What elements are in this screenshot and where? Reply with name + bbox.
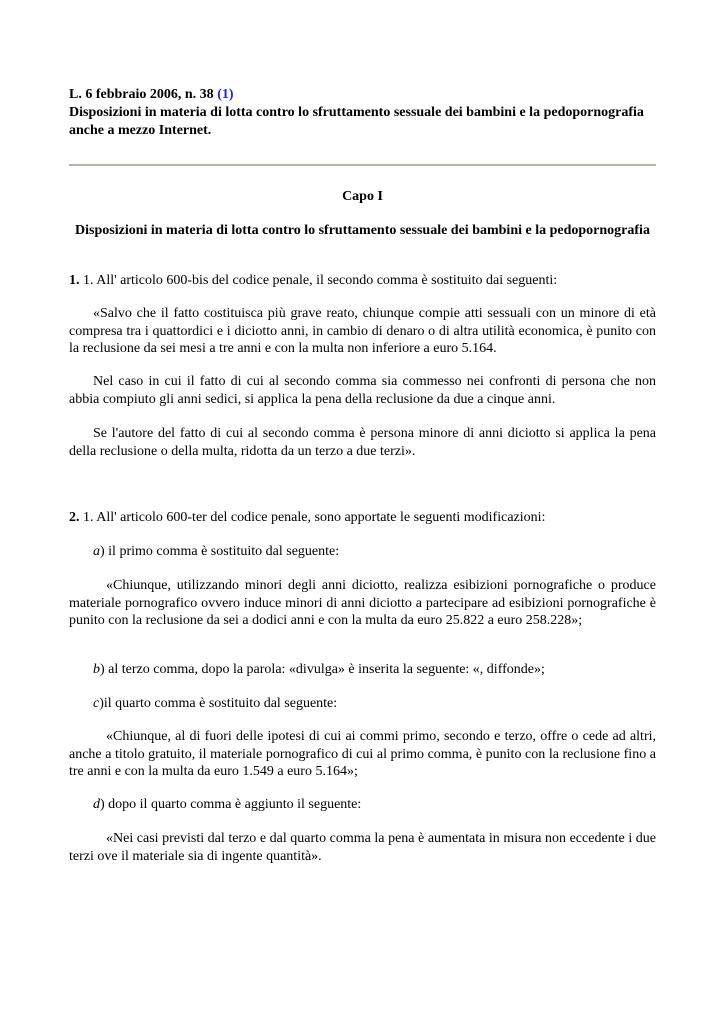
item-d-text: ) dopo il quarto comma è aggiunto il seguente: — [100, 797, 362, 812]
article-1-intro-text: 1. All' articolo 600-bis del codice penale, il secondo comma è sostituito dai seguenti: — [83, 273, 558, 288]
horizontal-divider — [69, 164, 656, 166]
footnote-link[interactable]: (1) — [217, 87, 234, 102]
article-1-number: 1. — [69, 273, 80, 288]
chapter-subtitle: Disposizioni in materia di lotta contro lo sfruttamento sessuale dei bambini e la pedopornografia — [75, 223, 650, 238]
article-2-intro-text: 1. All' articolo 600-ter del codice penale, sono apportate le seguenti modificazioni: — [83, 510, 546, 525]
item-c-letter: c — [93, 696, 100, 711]
item-a-letter: a — [93, 544, 100, 559]
article-1-paragraph-3: Se l'autore del fatto di cui al secondo comma è persona minore di anni diciotto si applica la pena della reclusione o della multa, ridotta da un terzo a due terzi». — [69, 426, 656, 459]
item-d-letter: d — [93, 797, 100, 812]
article-1-paragraph-2: Nel caso in cui il fatto di cui al secondo comma sia commesso nei confronti di persona che non abbia compiuto gli anni sedici, si applica la pena della reclusione da due a cinque anni. — [69, 374, 656, 407]
article-2-item-b — [69, 661, 656, 679]
article-1-intro — [69, 272, 656, 290]
item-c-text: )il quarto comma è sostituito dal seguente: — [99, 696, 338, 711]
law-subject: Disposizioni in materia di lotta contro lo sfruttamento sessuale dei bambini e la pedopornografia anche a mezzo Internet. — [69, 105, 644, 138]
item-b-text: ) al terzo comma, dopo la parola: «divulga» è inserita la seguente: «, diffonde»; — [100, 662, 545, 677]
article-2-item-c-quote: «Chiunque, al di fuori delle ipotesi di cui ai commi primo, secondo e terzo, offre o cede ad altri, anche a titolo gratuito, il materiale pornografico di cui al primo comma, è punito con la reclusione fino a tre anni e con la multa da euro 1.549 a euro 5.164»; — [69, 729, 656, 779]
law-title: L. 6 febbraio 2006, n. 38 — [69, 87, 214, 102]
article-2-item-d — [69, 796, 656, 814]
article-2-intro — [69, 509, 656, 527]
article-2-item-a — [69, 543, 656, 561]
item-b-letter: b — [93, 662, 100, 677]
item-a-text: ) il primo comma è sostituito dal seguente: — [100, 544, 340, 559]
article-2-item-c — [69, 695, 656, 713]
chapter-title: Capo I — [342, 189, 383, 204]
article-1-paragraph-1: «Salvo che il fatto costituisca più grave reato, chiunque compie atti sessuali con un minore di età compresa tra i quattordici e i diciotto anni, in cambio di denaro o di altra utilità economica, è punito con la reclusione da sei mesi a tre anni e con la multa non inferiore a euro 5.164. — [69, 306, 656, 356]
article-2-number: 2. — [69, 510, 80, 525]
document-header — [69, 86, 656, 140]
article-2-item-a-quote: «Chiunque, utilizzando minori degli anni diciotto, realizza esibizioni pornografiche o produce materiale pornografico ovvero induce minori di anni diciotto a partecipare ad esibizioni pornografiche è punito con la reclusione da sei a dodici anni e con la multa da euro 25.822 a euro 258.228»; — [69, 578, 656, 628]
article-2-item-d-quote: «Nei casi previsti dal terzo e dal quarto comma la pena è aumentata in misura non eccedente i due terzi ove il materiale sia di ingente quantità». — [69, 831, 656, 864]
